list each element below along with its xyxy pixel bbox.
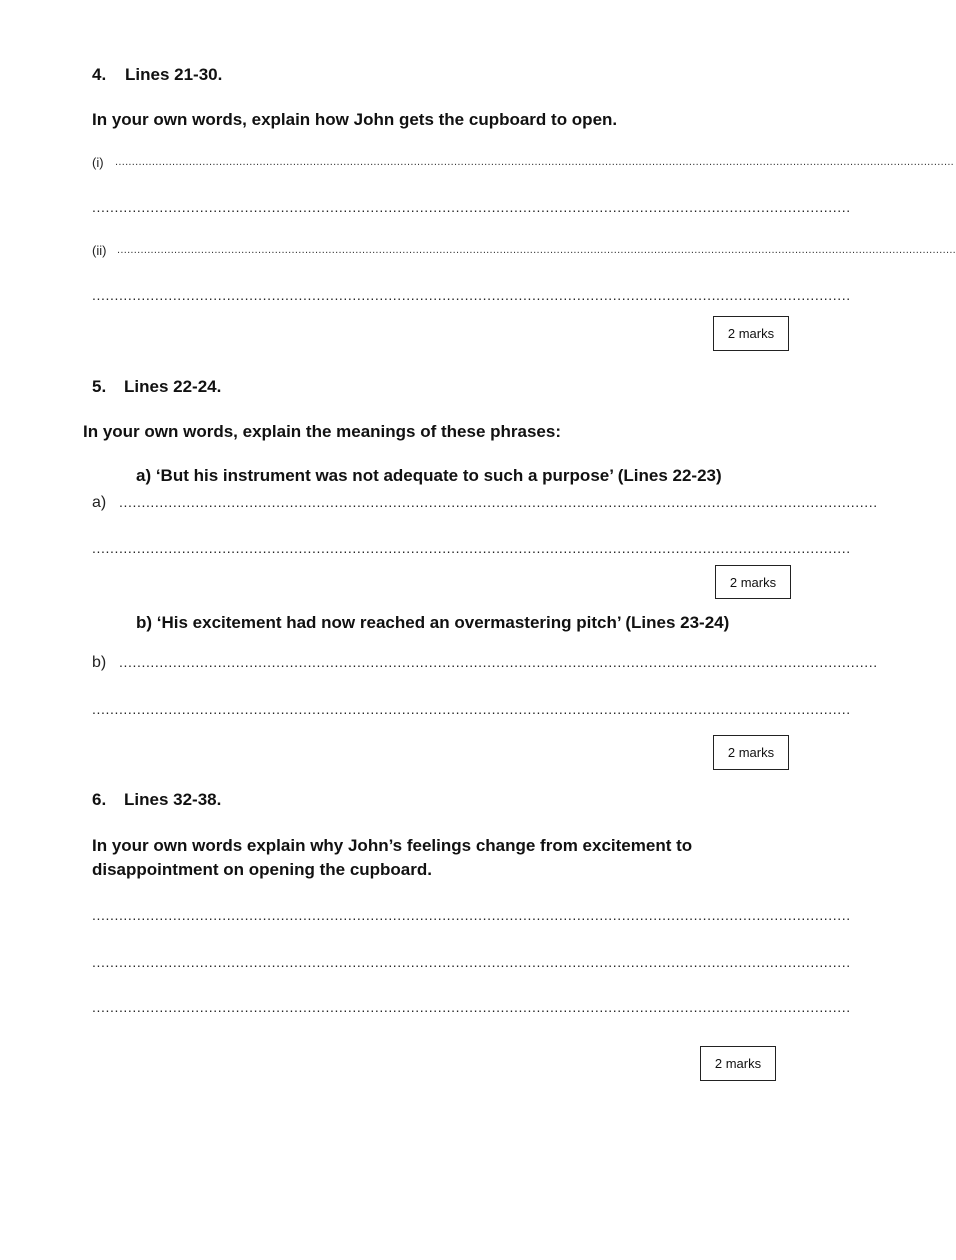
question-5-prompt: In your own words, explain the meanings of these phrases:: [83, 422, 561, 441]
answer-line-ii-1[interactable]: ..........................................................................................................................................................................................................................................................: [117, 244, 956, 256]
marks-box: 2 marks: [715, 565, 791, 599]
answer-line-i-1[interactable]: ..........................................................................................................................................................................................................................................................: [115, 156, 955, 168]
answer-line-6-1[interactable]: .........................................................................................................................................................................: [92, 907, 851, 923]
answer-line-b-1[interactable]: .........................................................................................................................................................................: [119, 654, 878, 670]
question-4-number: 4.: [92, 65, 107, 84]
question-5-part-b: b) ‘His excitement had now reached an overmastering pitch’ (Lines 23-24): [136, 613, 730, 632]
question-4-heading: Lines 21-30.: [125, 65, 223, 84]
question-6-prompt-line-1: In your own words explain why John’s feelings change from excitement to: [92, 836, 693, 855]
question-5-part-a: a) ‘But his instrument was not adequate to such a purpose’ (Lines 22-23): [136, 466, 722, 485]
answer-label-i: (i): [92, 155, 104, 170]
question-4-prompt: In your own words, explain how John gets the cupboard to open.: [92, 110, 618, 129]
answer-label-b: b): [92, 654, 107, 671]
question-6-number: 6.: [92, 790, 107, 809]
answer-label-ii: (ii): [92, 243, 107, 258]
answer-line-a-1[interactable]: .........................................................................................................................................................................: [119, 494, 878, 510]
question-5-number: 5.: [92, 377, 107, 396]
answer-line-6-2[interactable]: .........................................................................................................................................................................: [92, 954, 851, 970]
answer-line-ii-2[interactable]: .........................................................................................................................................................................: [92, 287, 851, 303]
answer-line-i-2[interactable]: .........................................................................................................................................................................: [92, 199, 851, 215]
answer-line-6-3[interactable]: .........................................................................................................................................................................: [92, 999, 851, 1015]
answer-label-a: a): [92, 494, 107, 511]
marks-box: 2 marks: [713, 735, 789, 770]
question-6-heading: Lines 32-38.: [124, 790, 222, 809]
marks-box: 2 marks: [713, 316, 789, 351]
marks-box: 2 marks: [700, 1046, 776, 1081]
question-5-heading: Lines 22-24.: [124, 377, 222, 396]
answer-line-b-2[interactable]: .........................................................................................................................................................................: [92, 701, 851, 717]
answer-line-a-2[interactable]: .........................................................................................................................................................................: [92, 540, 851, 556]
question-6-prompt-line-2: disappointment on opening the cupboard.: [92, 860, 432, 879]
